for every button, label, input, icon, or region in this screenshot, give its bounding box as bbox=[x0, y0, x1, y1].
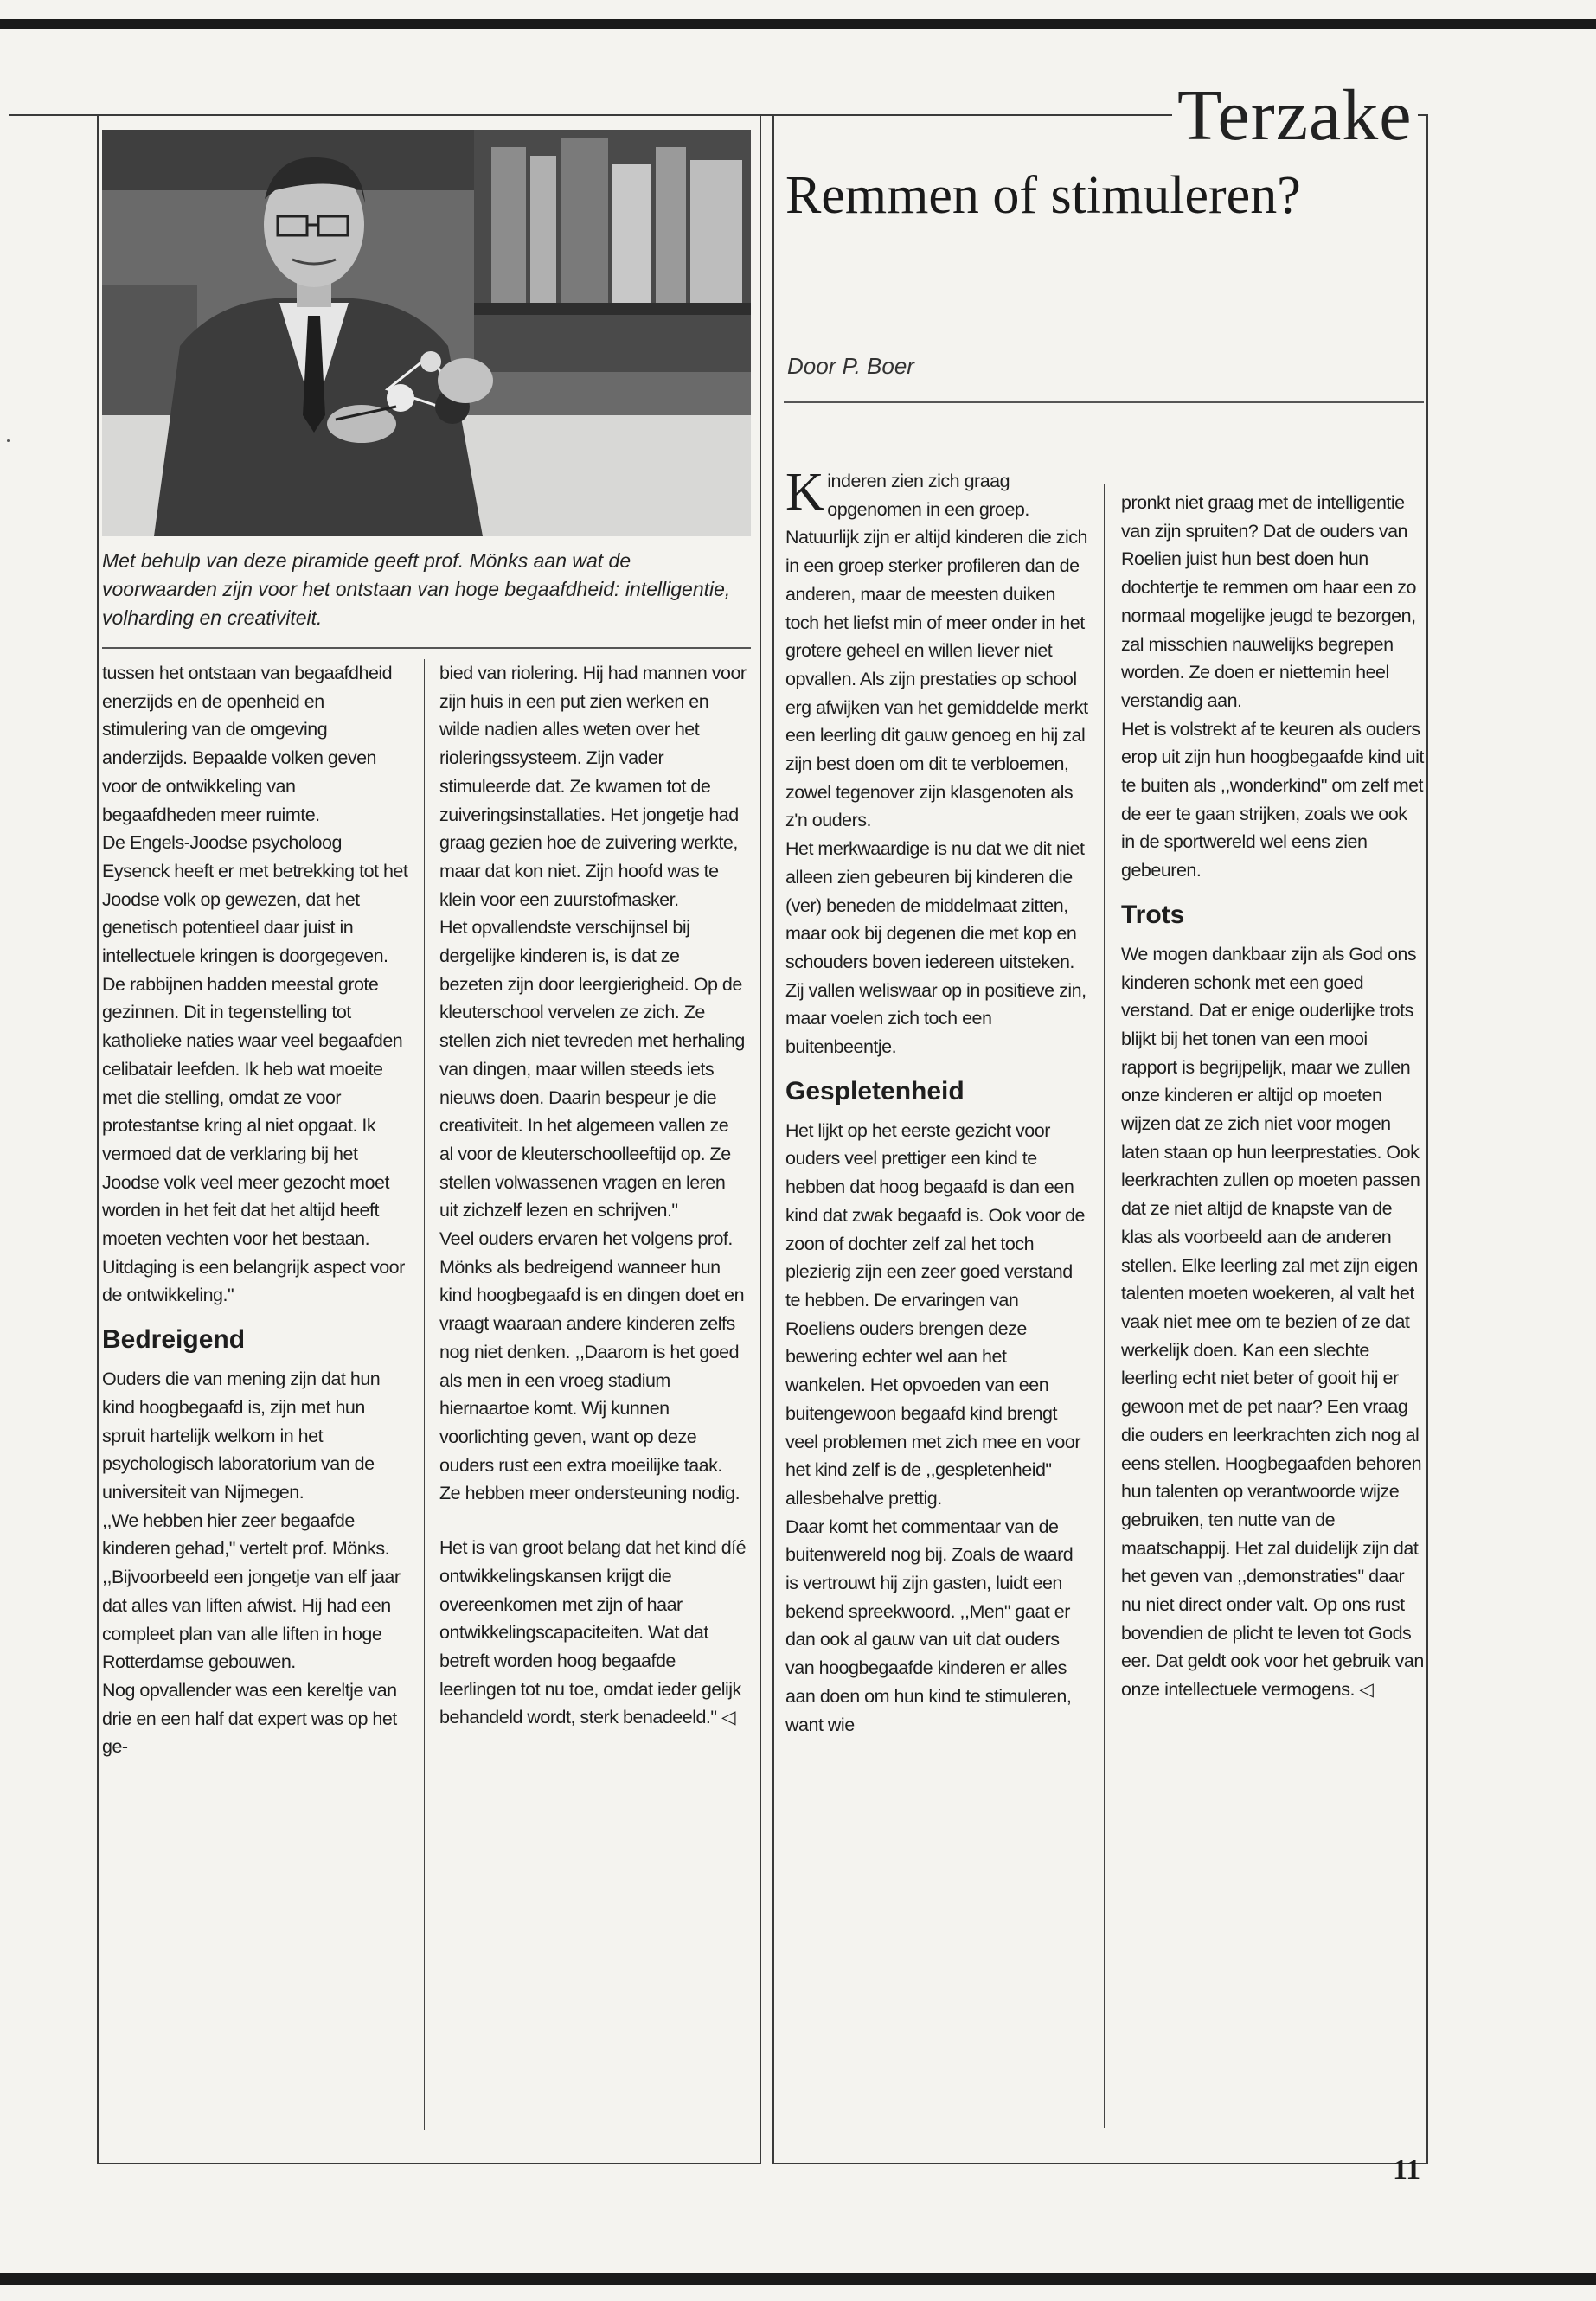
paragraph: Het lijkt op het eerste gezicht voor ouders veel prettiger een kind te hebben dat hoog begaafd is dan een kind dat zwak begaafd is. Ook voor de zoon of dochter zelf zal het toch plezierig zijn een zeer goed verstand te hebben. De ervaringen van Roeliens ouders brengen deze bewering echter wel aan het wankelen. Het opvoeden van een buitengewoon begaafd kind brengt veel problemen met zich mee en voor het kind zelf is de ,,gespletenheid" allesbehalve prettig. bbox=[785, 1119, 1086, 1509]
subheading-gespletenheid: Gespletenheid bbox=[785, 1076, 965, 1106]
paragraph: Daar komt het commentaar van de buitenwereld nog bij. Zoals de waard is vertrouwt hij zijn gasten, luidt een bekend spreekwoord. ,,Men" gaat er dan ook al gauw van uit dat ouders van hoogbegaafde kinderen er alles aan doen om hun kind te stimuleren, want wie bbox=[785, 1516, 1074, 1735]
paragraph bbox=[785, 463, 1090, 835]
bottom-edge-bar bbox=[0, 2273, 1596, 2285]
drop-cap: K bbox=[785, 463, 824, 522]
paragraph: Het is volstrekt af te keuren als ouders erop uit zijn hun hoogbegaafde kind uit te buiten als ,,wonderkind" om zelf met de eer te gaan strijken, zoals we ook in de sportwereld wel eens zien gebeuren. bbox=[1121, 718, 1424, 881]
article-photo bbox=[102, 130, 751, 536]
paragraph: ,,We hebben hier zeer begaafde kinderen gehad," vertelt prof. Mönks. ,,Bijvoorbeeld een jongetje van elf jaar dat alles van liften afwist. Hij had een compleet plan van alle liften in hoge Rotterdamse gebouwen. bbox=[102, 1509, 401, 1673]
caption-rule bbox=[102, 647, 751, 649]
paragraph: Het is van groot belang dat het kind díé ontwikkelingskansen krijgt die overeenkomen met zijn of haar ontwikkelingscapaciteiten. Wat dat betreft worden hoog begaafde leerlingen tot nu toe, omdat ieder gelijk behandeld wordt, sterk benadeeld." ◁ bbox=[439, 1537, 747, 1728]
paragraph: tussen het ontstaan van begaafdheid enerzijds en de openheid en stimulering van de omgeving anderzijds. Bepaalde volken geven voor de ontwikkeling van begaafdheden meer ruimte. bbox=[102, 663, 393, 825]
text-column-3 bbox=[785, 463, 1090, 1739]
article-byline: Door P. Boer bbox=[787, 353, 914, 379]
photo-caption: Met behulp van deze piramide geeft prof. Mönks aan wat de voorwaarden zijn voor het ontstaan van hoge begaafdheid: intelligentie, volharding en creativiteit. bbox=[102, 549, 731, 629]
paragraph-gap bbox=[439, 1508, 747, 1534]
text-column-1 bbox=[102, 659, 409, 1761]
section-label: Terzake bbox=[1172, 74, 1418, 157]
paragraph: bied van riolering. Hij had mannen voor zijn huis in een put zien werken en wilde nadien alles weten over het rioleringssysteem. Zijn vader stimuleerde dat. Ze kwamen tot de zuiveringsinstallaties. Het jongetje had graag gezien hoe de zuivering werkte, maar dat kon niet. Zijn hoofd was te klein voor een zuurstofmasker. bbox=[439, 663, 747, 910]
paragraph: De Engels-Joodse psycholoog Eysenck heeft er met betrekking tot het Joodse volk op gewezen, dat het genetisch potentieel daar juist in intellectuele kringen is doorgegeven. De rabbijnen hadden meestal grote gezinnen. Dit in tegenstelling tot katholieke naties waar veel begaafden celibatair leefden. Ik heb wat moeite met die stelling, omdat ze voor protestantse kring al niet opgaat. Ik vermoed dat de verklaring bij het Joodse volk veel meer gezocht moet worden in het feit dat het altijd heeft moeten vechten voor het bestaan. Uitdaging is een belangrijk aspect voor de ontwikkeling." bbox=[102, 832, 408, 1306]
paragraph: Het merkwaardige is nu dat we dit niet alleen zien gebeuren bij kinderen die (ver) beneden de middelmaat zitten, maar ook bij degenen die met kop en schouders boven iedereen uitsteken. Zij vallen weliswaar op in positieve zin, maar voelen zich toch een buitenbeentje. bbox=[785, 838, 1086, 1058]
paragraph-text: inderen zien zich graag opgenomen in een groep. Natuurlijk zijn er altijd kinderen die zich in een groep sterker profileren dan de anderen, maar de meesten duiken toch het liefst min of meer onder in het grotere geheel en willen liever niet opvallen. Als zijn prestaties op school erg afwijken van het gemiddelde merkt een leerling dit gauw genoeg en hij zal zijn best doen om dit te verbloemen, zowel tegenover zijn klasgenoten als z'n ouders. bbox=[785, 471, 1088, 831]
paragraph: Nog opvallender was een kereltje van drie en een half dat expert was op het ge- bbox=[102, 1679, 397, 1758]
top-edge-bar bbox=[0, 19, 1596, 29]
byline-rule bbox=[784, 401, 1424, 403]
column-divider bbox=[1104, 484, 1105, 2128]
column-divider bbox=[424, 659, 425, 2130]
subheading-trots: Trots bbox=[1121, 900, 1185, 929]
paragraph: Het opvallendste verschijnsel bij dergelijke kinderen is, is dat ze bezeten zijn door leergierigheid. Op de kleuterschool vervelen ze zich. Ze stellen zich niet tevreden met herhaling van dingen, maar willen steeds iets nieuws doen. Daarin bespeur je die creativiteit. In het algemeen vallen ze al voor de kleuterschoolleeftijd op. Ze stellen volwassenen vragen en leren uit zichzelf lezen en schrijven." bbox=[439, 917, 745, 1221]
page-number: 11 bbox=[1393, 2154, 1421, 2186]
paragraph: pronkt niet graag met de intelligentie van zijn spruiten? Dat de ouders van Roelien juist hun best doen hun dochtertje te remmen om haar een zo normaal mogelijke jeugd te bezorgen, zal misschien nauwelijks begrepen worden. Ze doen er niettemin heel verstandig aan. bbox=[1121, 492, 1417, 711]
paragraph: We mogen dankbaar zijn als God ons kinderen schonk met een goed verstand. Dat er enige ouderlijke trots blijkt bij het tonen van een mooi rapport is begrijpelijk, maar we zullen onze kinderen er altijd op moeten wijzen dat ze zich niet voor mogen laten staan op hun leerprestaties. Ook leerkrachten zullen op moeten passen dat ze niet altijd de knapste van de klas als voorbeeld aan de anderen stellen. Elke leerling zal met zijn eigen talenten moeten woekeren, al valt het vaak niet mee om te bezien of ze dat werkelijk doen. Kan een slechte leerling echt niet beter of gooit hij er gewoon met de pet naar? Een vraag die ouders en leerkrachten zich nog al eens stellen. Hoogbegaafden behoren hun talenten op verantwoorde wijze gebruiken, ten nutte van de maatschappij. Het zal duidelijk zijn dat het geven van ,,demonstraties" daar nu niet direct onder valt. Op ons rust bovendien de plicht te leven tot Gods eer. Dat geldt ook voor het gebruik van onze intellectuele vermogens. ◁ bbox=[1121, 943, 1424, 1701]
paragraph: Veel ouders ervaren het volgens prof. Mönks als bedreigend wanneer hun kind hoogbegaafd is en dingen doet en vraagt waaraan andere kinderen zelfs nog niet denken. ,,Daarom is het goed als men in een vroeg stadium hiernaartoe komt. Wij kunnen voorlichting geven, want op deze ouders rust een extra moeilijke taak. Ze hebben meer ondersteuning nodig. bbox=[439, 1228, 745, 1504]
print-speck bbox=[7, 439, 10, 442]
article-headline: Remmen of stimuleren? bbox=[785, 166, 1301, 225]
photo-illustration bbox=[102, 130, 751, 536]
paragraph: Ouders die van mening zijn dat hun kind hoogbegaafd is, zijn met hun spruit hartelijk welkom in het psychologisch laboratorium van de universiteit van Nijmegen. bbox=[102, 1368, 381, 1503]
text-column-4 bbox=[1121, 489, 1424, 1704]
text-column-2 bbox=[439, 659, 747, 1732]
subheading-bedreigend: Bedreigend bbox=[102, 1325, 246, 1355]
